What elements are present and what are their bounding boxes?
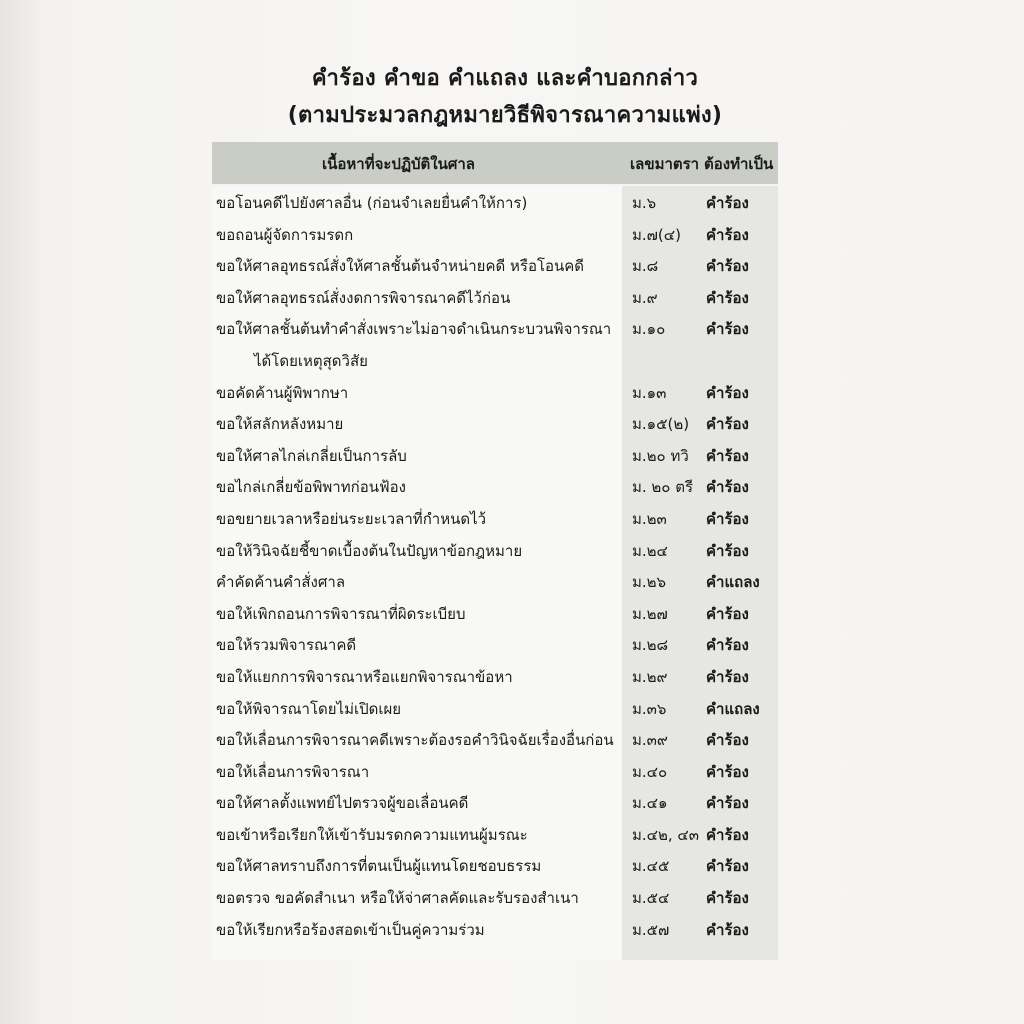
header-section: เลขมาตรา <box>630 155 700 173</box>
row-must: คำร้อง <box>706 383 749 402</box>
table-row <box>212 504 778 536</box>
row-content: ขอให้รวมพิจารณาคดี <box>216 636 357 655</box>
row-section: ม.๒๓ <box>632 509 667 528</box>
table-row <box>212 757 778 789</box>
row-content: ขอให้สลักหลังหมาย <box>216 415 344 434</box>
row-must: คำร้อง <box>706 604 749 623</box>
table-row <box>212 820 778 852</box>
row-must: คำแถลง <box>706 573 760 592</box>
table-row <box>212 567 778 599</box>
table-row <box>212 314 778 377</box>
row-must: คำร้อง <box>706 415 749 434</box>
row-section: ม.๑๐ <box>632 320 666 339</box>
row-must: คำร้อง <box>706 541 749 560</box>
row-content: ขอถอนผู้จัดการมรดก <box>216 225 354 244</box>
table-header <box>212 142 778 184</box>
row-must: คำร้อง <box>706 794 749 813</box>
table-row <box>212 283 778 315</box>
row-must: คำร้อง <box>706 478 749 497</box>
row-content: ขอโอนคดีไปยังศาลอื่น (ก่อนจำเลยยื่นคำให้การ) <box>216 194 528 212</box>
row-section: ม.๖ <box>632 194 657 212</box>
row-must: คำร้อง <box>706 225 749 244</box>
row-section: ม.๑๓ <box>632 383 667 402</box>
row-content: ขอไกล่เกลี่ยข้อพิพาทก่อนฟ้อง <box>216 478 406 497</box>
row-content: ขอให้เลื่อนการพิจารณาคดีเพราะต้องรอคำวินิจฉัยเรื่องอื่นก่อน <box>216 731 614 750</box>
row-content: คำคัดค้านคำสั่งศาล <box>216 573 346 592</box>
row-section: ม.๑๕(๒) <box>632 415 690 434</box>
table-row <box>212 630 778 662</box>
row-content: ขอเข้าหรือเรียกให้เข้ารับมรดกความแทนผู้มรณะ <box>216 825 528 844</box>
row-must: คำร้อง <box>706 636 749 655</box>
row-content: ขอให้เรียกหรือร้องสอดเข้าเป็นคู่ความร่วม <box>216 920 485 939</box>
page-subtitle: (ตามประมวลกฎหมายวิธีพิจารณาความแพ่ง) <box>287 103 723 128</box>
row-content: ขอให้ศาลไกล่เกลี่ยเป็นการลับ <box>216 446 407 465</box>
row-section: ม.๒๙ <box>632 667 668 686</box>
table-row <box>212 188 778 220</box>
row-content <box>216 317 616 373</box>
table-row <box>212 378 778 410</box>
page-binding-shadow <box>0 0 40 1024</box>
row-content: ขอให้ศาลอุทธรณ์สั่งให้ศาลชั้นต้นจำหน่ายคดี หรือโอนคดี <box>216 257 585 276</box>
row-must: คำร้อง <box>706 920 749 939</box>
header-must: ต้องทำเป็น <box>704 155 774 173</box>
row-content: ขอขยายเวลาหรือย่นระยะเวลาที่กำหนดไว้ <box>216 509 487 528</box>
row-must: คำร้อง <box>706 731 749 750</box>
table-row <box>212 220 778 252</box>
row-section: ม.๔๒, ๔๓ <box>632 825 700 844</box>
row-section: ม.๔๑ <box>632 794 668 813</box>
row-must: คำร้อง <box>706 762 749 781</box>
page-title: คำร้อง คำขอ คำแถลง และคำบอกกล่าว <box>311 66 699 91</box>
row-must: คำร้อง <box>706 509 749 528</box>
row-content: ขอให้แยกการพิจารณาหรือแยกพิจารณาข้อหา <box>216 667 513 686</box>
table-row <box>212 725 778 757</box>
row-section: ม.๙ <box>632 288 658 307</box>
row-must: คำร้อง <box>706 857 749 876</box>
table-row <box>212 694 778 726</box>
row-section: ม.๔๐ <box>632 762 668 781</box>
row-section: ม.๒๔ <box>632 541 668 560</box>
header-content: เนื้อหาที่จะปฏิบัติในศาล <box>322 155 476 173</box>
row-section: ม.๒๐ ทวิ <box>632 446 689 465</box>
row-must: คำร้อง <box>706 320 749 339</box>
row-section: ม.๒๗ <box>632 604 668 623</box>
row-must: คำร้อง <box>706 446 749 465</box>
procedure-table <box>212 142 778 960</box>
row-content: ขอให้ศาลอุทธรณ์สั่งงดการพิจารณาคดีไว้ก่อน <box>216 288 511 307</box>
table-body <box>212 188 778 946</box>
row-section: ม.๒๘ <box>632 636 669 655</box>
row-content: ขอให้พิจารณาโดยไม่เปิดเผย <box>216 699 402 718</box>
table-row <box>212 662 778 694</box>
row-content: ขอให้ศาลทราบถึงการที่ตนเป็นผู้แทนโดยชอบธรรม <box>216 857 542 876</box>
row-content: ขอตรวจ ขอคัดสำเนา หรือให้จ่าศาลคัดและรับรองสำเนา <box>216 889 579 908</box>
table-row <box>212 441 778 473</box>
row-must: คำร้อง <box>706 825 749 844</box>
table-row <box>212 251 778 283</box>
row-must: คำแถลง <box>706 699 760 718</box>
row-must: คำร้อง <box>706 889 749 908</box>
row-must: คำร้อง <box>706 667 749 686</box>
row-content-line2: ได้โดยเหตุสุดวิสัย <box>254 352 368 371</box>
table-row <box>212 472 778 504</box>
table-row <box>212 788 778 820</box>
row-section: ม.๕๔ <box>632 889 670 908</box>
table-row <box>212 851 778 883</box>
row-must: คำร้อง <box>706 288 749 307</box>
row-section: ม.๘ <box>632 257 659 276</box>
row-content: ขอให้เลื่อนการพิจารณา <box>216 762 370 781</box>
row-section: ม. ๒๐ ตรี <box>632 478 694 497</box>
table-row <box>212 915 778 947</box>
row-must: คำร้อง <box>706 257 749 276</box>
row-content-line1: ขอให้ศาลชั้นต้นทำคำสั่งเพราะไม่อาจดำเนินกระบวนพิจารณา <box>216 320 612 339</box>
row-content: ขอคัดค้านผู้พิพากษา <box>216 383 349 402</box>
table-row <box>212 409 778 441</box>
row-content: ขอให้ศาลตั้งแพทย์ไปตรวจผู้ขอเลื่อนคดี <box>216 794 469 813</box>
row-content: ขอให้วินิจฉัยชี้ขาดเบื้องต้นในปัญหาข้อกฎหมาย <box>216 541 523 560</box>
row-section: ม.๓๖ <box>632 699 667 718</box>
table-row <box>212 883 778 915</box>
row-section: ม.๕๗ <box>632 920 670 939</box>
table-row <box>212 599 778 631</box>
row-section: ม.๓๙ <box>632 731 668 750</box>
row-must: คำร้อง <box>706 194 749 212</box>
table-row <box>212 536 778 568</box>
row-content: ขอให้เพิกถอนการพิจารณาที่ผิดระเบียบ <box>216 604 466 623</box>
row-section: ม.๔๕ <box>632 857 670 876</box>
row-section: ม.๗(๔) <box>632 225 681 244</box>
row-section: ม.๒๖ <box>632 573 667 592</box>
